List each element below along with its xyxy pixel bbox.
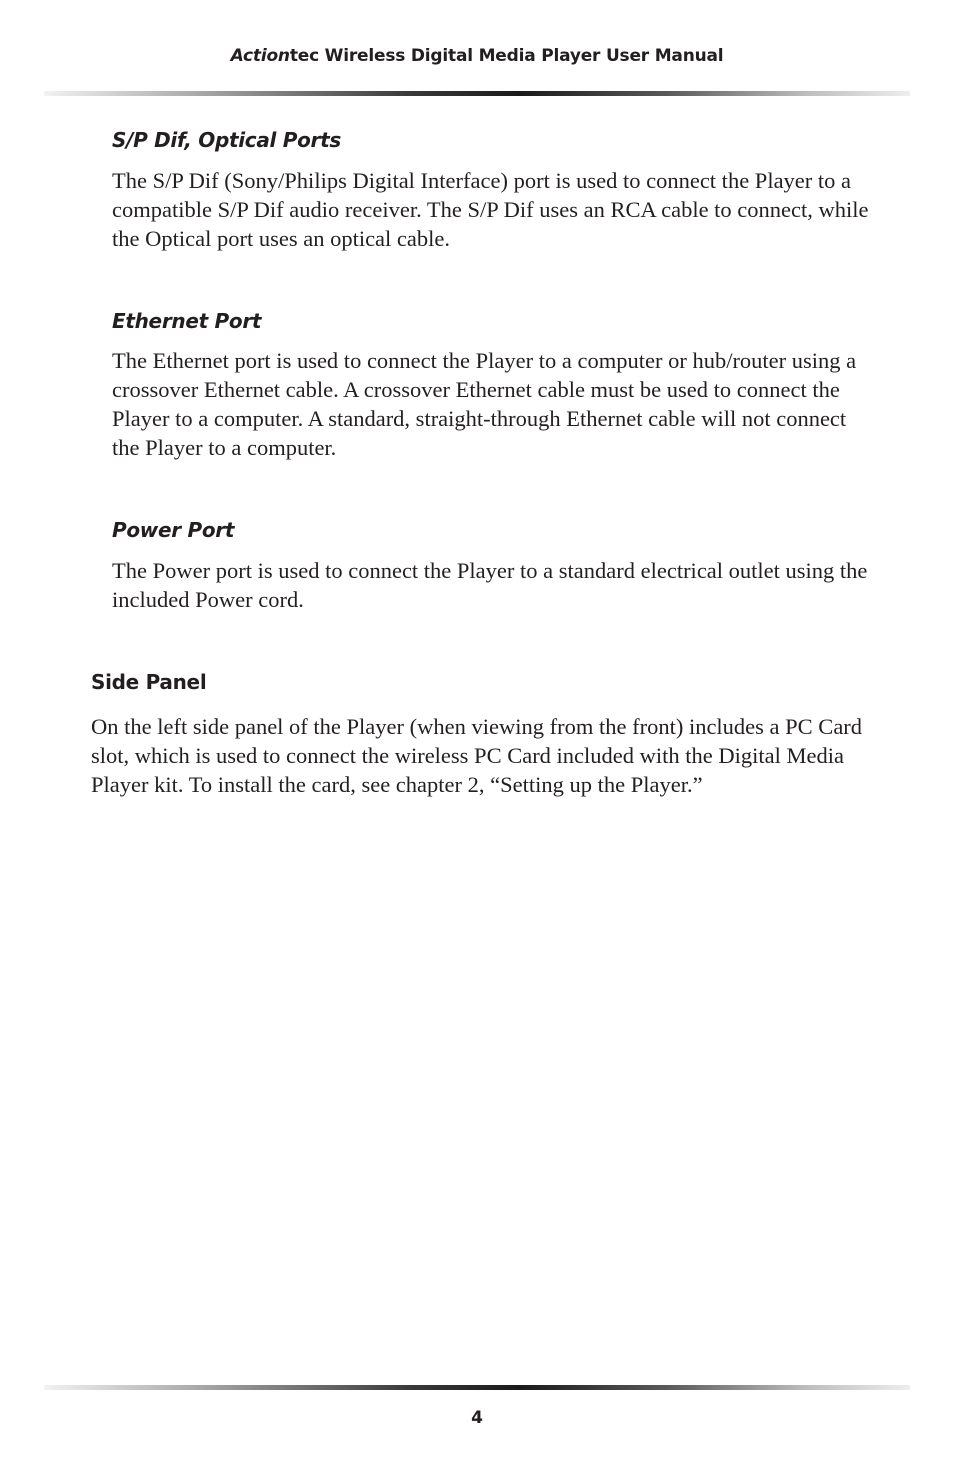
page-number: 4	[471, 1408, 483, 1428]
section-title-ethernet: Ethernet Port	[112, 309, 262, 333]
page-header-title	[0, 46, 954, 66]
section-title-spdif: S/P Dif, Optical Ports	[112, 128, 341, 152]
brand-name-italic: Action	[230, 46, 290, 66]
section-title-side-panel: Side Panel	[91, 670, 207, 694]
section-body-spdif: The S/P Dif (Sony/Philips Digital Interface) port is used to connect the Player to a compatible S/P Dif audio receiver. The S/P Dif uses an RCA cable to connect, while the Optical port uses an optical cable.	[112, 168, 869, 251]
section-body-ethernet: The Ethernet port is used to connect the Player to a computer or hub/router using a crossover Ethernet cable. A crossover Ethernet cable must be used to connect the Player to a computer. A standard, straight-through Ethernet cable will not connect the Player to a computer.	[112, 348, 857, 460]
section-body-power: The Power port is used to connect the Player to a standard electrical outlet using the included Power cord.	[112, 558, 868, 612]
header-title-text: tec Wireless Digital Media Player User Manual	[289, 46, 724, 66]
header-divider	[44, 91, 910, 96]
footer-divider	[44, 1385, 910, 1390]
section-title-power: Power Port	[112, 518, 235, 542]
section-body-side-panel: On the left side panel of the Player (when viewing from the front) includes a PC Card slot, which is used to connect the wireless PC Card included with the Digital Media Player kit. To install the card, see chapter 2, “Setting up the Player.”	[91, 714, 863, 797]
